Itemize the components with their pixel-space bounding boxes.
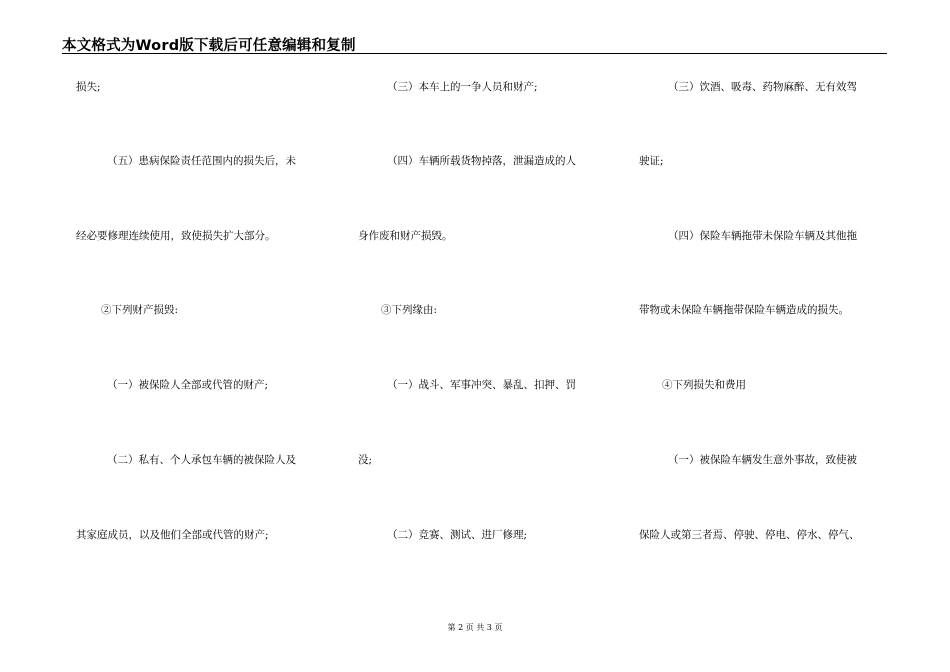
column-2-line-1: （三）本车上的一争人员和财产; <box>387 81 538 93</box>
column-3-line-7: 保险人或第三者焉、停驶、停电、停水、停气、 <box>639 529 860 541</box>
column-3-line-3: （四）保险车辆拖带未保险车辆及其他拖 <box>668 230 857 242</box>
column-1-line-4: ②下列财产损毁: <box>101 304 179 316</box>
column-1-line-6: （二）私有、个人承包车辆的被保险人及 <box>107 454 296 466</box>
column-1-line-2: （五）患病保险责任范围内的损失后，未 <box>107 155 296 167</box>
column-2-line-7: （二）竞赛、测试、进厂修理; <box>387 529 528 541</box>
column-1-line-7: 其家庭成员，以及他们全部或代管的财产; <box>76 529 269 541</box>
column-3-line-4: 带物或未保险车辆拖带保险车辆造成的损失。 <box>639 304 849 316</box>
column-2-line-3: 身作废和财产损毁。 <box>358 230 453 242</box>
column-1-line-1: 损失; <box>76 81 101 93</box>
column-3-line-1: （三）饮酒、吸毒、药物麻醉、无有效驾 <box>668 81 857 93</box>
column-3-line-2: 驶证; <box>639 155 664 167</box>
column-2-line-2: （四）车辆所载货物掉落，泄漏造成的人 <box>387 155 576 167</box>
header-rule <box>62 53 887 54</box>
column-3-line-5: ④下列损失和费用 <box>662 379 746 391</box>
column-1-line-5: （一）被保险人全部或代管的财产; <box>107 379 269 391</box>
column-1-line-3: 经必要修理连续使用，致使损失扩大部分。 <box>76 230 276 242</box>
column-2-line-6: 没; <box>358 454 373 466</box>
column-3-line-6: （一）被保险车辆发生意外事故，致使被 <box>668 454 857 466</box>
page-number-footer: 第 2 页 共 3 页 <box>447 623 503 632</box>
document-header-title: 本文格式为Word版下载后可任意编辑和复制 <box>62 38 356 54</box>
column-2-line-5: （一）战斗、军事冲突、暴乱、扣押、罚 <box>387 379 576 391</box>
column-2-line-4: ③下列缘由: <box>381 304 438 316</box>
